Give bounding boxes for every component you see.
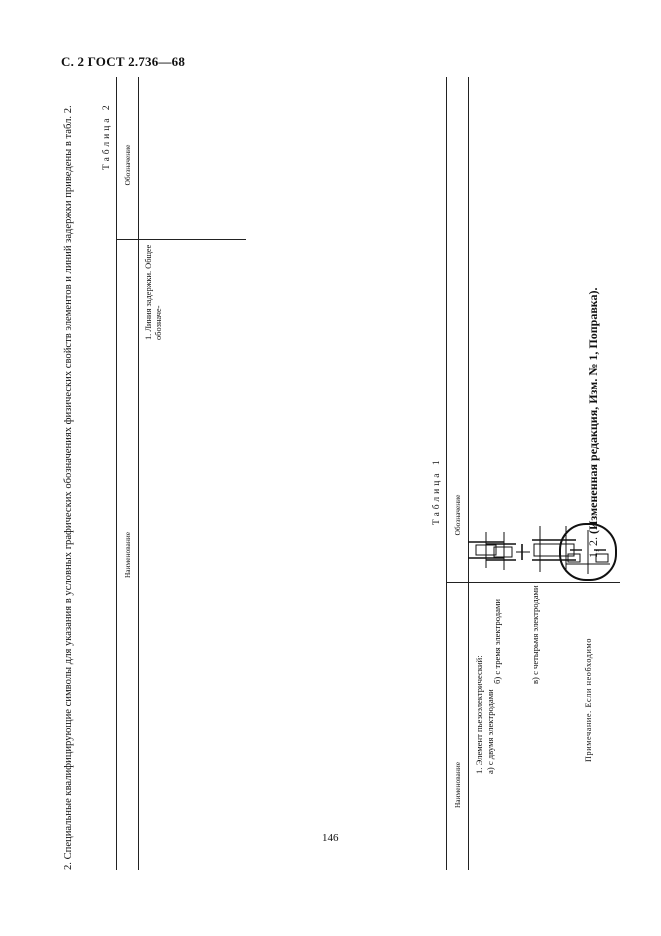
table1-top-rule [446,77,447,870]
table1-row-4-note [584,584,594,762]
footnote [586,287,601,558]
table2-row-1 [144,242,165,340]
table1-row-3: в) с четырьмя электродами [530,585,540,684]
footnote-text: (Измененная редакция, Изм. № 1, Поправка). [586,287,600,534]
row-text: 1. Элемент пьезоэлектрический: [474,655,484,774]
table2-col-symbol: Обозначение [123,144,132,186]
footnote-prefix: 1, 2. [586,537,600,558]
table1-col-name: Наименование [453,761,462,809]
piezo-three-electrodes-icon [482,528,532,574]
table1-title: Таблица 1 [432,457,442,525]
table2-column-divider [116,239,246,240]
table1-col-symbol: Обозначение [453,494,462,536]
row-text: а) с двумя электродами [484,689,495,774]
intro-paragraph: 2. Специальные квалифицирующие символы для указания в условных графических обозначениях физических свойств элементов и линий задержки приведены в табл. 2. [63,105,74,870]
table2-title: Таблица 2 [102,102,112,170]
rotated-page-content [60,70,620,870]
row-text: 1. Линия задержки. Общее обозначе- [144,244,164,340]
table1-row-2: б) с тремя электродами [492,599,502,684]
table2-top-rule [116,77,117,870]
page-number: 146 [322,832,339,844]
table2-header-rule [138,77,139,870]
table2-col-name: Наименование [123,531,132,579]
table1-header-rule [468,77,469,870]
page-header: С. 2 ГОСТ 2.736—68 [61,54,186,69]
note-line: Примечание. Если необходимо [584,637,593,762]
